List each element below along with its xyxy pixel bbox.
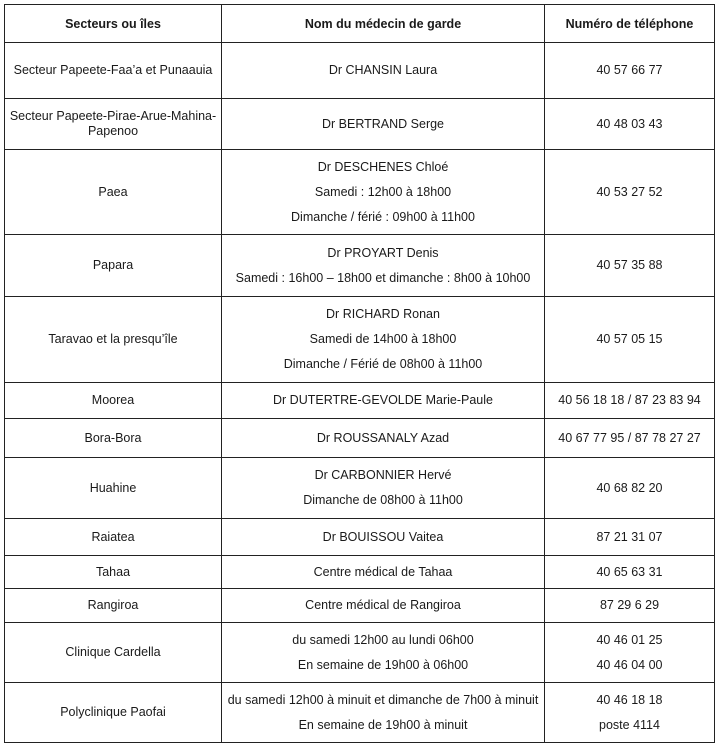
table-row (5, 383, 715, 419)
secteur-cell (5, 383, 222, 419)
medecin-cell-line: Dr BOUISSOU Vaitea (322, 529, 444, 544)
secteur-cell-line: Tahaa (95, 564, 131, 579)
secteur-cell (5, 556, 222, 589)
table-row (5, 589, 715, 623)
medecin-cell-line: En semaine de 19h00 à 06h00 (297, 657, 469, 672)
telephone-cell (545, 589, 715, 623)
telephone-cell-line: poste 4114 (599, 717, 660, 732)
telephone-cell-line: 87 29 6 29 (599, 598, 660, 612)
medecin-cell-line: Dr BERTRAND Serge (321, 116, 445, 131)
telephone-cell (545, 43, 715, 99)
secteur-cell (5, 297, 222, 383)
medecin-cell (222, 43, 545, 99)
table-row (5, 458, 715, 519)
telephone-cell (545, 419, 715, 458)
telephone-cell (545, 150, 715, 235)
medecin-cell-line: du samedi 12h00 à minuit et dimanche de 7h00 à minuit (227, 692, 539, 707)
telephone-cell (545, 623, 715, 683)
medecin-cell (222, 235, 545, 297)
secteur-cell (5, 99, 222, 150)
table-row (5, 519, 715, 556)
telephone-cell-line: 40 57 35 88 (596, 258, 663, 272)
medecin-cell (222, 683, 545, 743)
telephone-cell (545, 683, 715, 743)
table-row (5, 683, 715, 743)
telephone-cell (545, 458, 715, 519)
telephone-cell (545, 297, 715, 383)
medecin-cell-line: Dr CARBONNIER Hervé (314, 468, 452, 482)
medecin-cell-line: Samedi de 14h00 à 18h00 (309, 332, 457, 346)
medecin-cell (222, 419, 545, 458)
medecin-cell (222, 150, 545, 235)
medecin-cell-line: Dr DUTERTRE-GEVOLDE Marie-Paule (273, 393, 493, 407)
medecin-cell-line: Samedi : 16h00 – 18h00 et dimanche : 8h00 à 10h00 (235, 270, 531, 285)
secteur-cell-line: Secteur Papeete-Faa’a et Punaauia (13, 63, 213, 77)
secteur-cell-line: Raiatea (91, 529, 135, 544)
secteur-cell (5, 458, 222, 519)
telephone-cell-line: 40 46 04 00 (596, 657, 663, 672)
medecin-cell (222, 99, 545, 150)
secteur-cell-line: Bora-Bora (84, 430, 142, 445)
secteur-cell-line: Papara (92, 258, 134, 272)
secteur-cell (5, 419, 222, 458)
medecin-cell-line: En semaine de 19h00 à minuit (298, 717, 468, 732)
telephone-cell (545, 383, 715, 419)
secteur-cell (5, 43, 222, 99)
table-body (5, 43, 715, 743)
secteur-cell-line: Rangiroa (87, 598, 139, 612)
medecin-cell-line: Dimanche de 08h00 à 11h00 (303, 493, 463, 507)
medecin-cell-line: Dr CHANSIN Laura (328, 63, 438, 77)
telephone-cell-line: 40 46 01 25 (596, 632, 663, 647)
medecin-cell-line: du samedi 12h00 au lundi 06h00 (292, 632, 474, 647)
secteur-cell (5, 589, 222, 623)
medecin-cell-line: Centre médical de Tahaa (313, 564, 453, 579)
telephone-cell (545, 235, 715, 297)
table-row (5, 419, 715, 458)
table-row (5, 43, 715, 99)
table-row (5, 623, 715, 683)
telephone-cell (545, 556, 715, 589)
telephone-cell-line: 40 53 27 52 (596, 184, 663, 199)
secteur-cell-line: Clinique Cardella (65, 645, 161, 659)
secteur-cell (5, 683, 222, 743)
secteur-cell (5, 150, 222, 235)
secteur-cell-line: Moorea (91, 393, 135, 407)
secteur-cell-line: Polyclinique Paofai (60, 705, 166, 719)
telephone-cell-line: 40 57 66 77 (596, 63, 663, 77)
table-header-row (5, 5, 715, 43)
medecin-cell (222, 297, 545, 383)
secteur-cell-line: Huahine (89, 480, 137, 495)
table-row (5, 297, 715, 383)
telephone-cell-line: 40 56 18 18 / 87 23 83 94 (558, 393, 701, 407)
medecin-cell-line: Dimanche / férié : 09h00 à 11h00 (291, 209, 475, 224)
secteur-cell-line: Taravao et la presqu’île (48, 332, 178, 346)
medecin-cell-line: Centre médical de Rangiroa (305, 598, 461, 612)
table-row (5, 235, 715, 297)
table-row (5, 556, 715, 589)
medecins-de-garde-table (4, 4, 715, 743)
telephone-cell-line: 40 46 18 18 (596, 692, 663, 707)
telephone-cell-line: 40 48 03 43 (596, 116, 663, 131)
telephone-cell-line: 40 68 82 20 (596, 480, 663, 495)
secteur-cell-line: Paea (98, 184, 128, 199)
medecin-cell (222, 383, 545, 419)
medecin-cell-line: Dr PROYART Denis (327, 245, 439, 260)
medecin-cell (222, 556, 545, 589)
telephone-cell-line: 40 57 05 15 (596, 332, 663, 346)
medecin-cell (222, 623, 545, 683)
secteur-cell-line: Papenoo (87, 124, 139, 138)
medecin-cell (222, 519, 545, 556)
medecin-cell-line: Dr ROUSSANALY Azad (316, 430, 450, 445)
telephone-cell-line: 87 21 31 07 (596, 529, 663, 544)
table-row (5, 150, 715, 235)
medecin-cell-line: Dimanche / Férié de 08h00 à 11h00 (283, 357, 483, 371)
secteur-cell (5, 623, 222, 683)
header-secteur: Secteurs ou îles (5, 5, 222, 43)
telephone-cell (545, 519, 715, 556)
secteur-cell (5, 235, 222, 297)
header-medecin: Nom du médecin de garde (222, 5, 545, 43)
medecin-cell-line: Dr DESCHENES Chloé (317, 159, 449, 174)
telephone-cell-line: 40 65 63 31 (596, 564, 663, 579)
medecin-cell-line: Dr RICHARD Ronan (326, 307, 440, 321)
secteur-cell-line: Secteur Papeete-Pirae-Arue-Mahina- (9, 109, 217, 123)
medecin-cell (222, 589, 545, 623)
medecin-cell (222, 458, 545, 519)
medecin-cell-line: Samedi : 12h00 à 18h00 (314, 184, 452, 199)
table-row (5, 99, 715, 150)
telephone-cell-line: 40 67 77 95 / 87 78 27 27 (558, 430, 701, 445)
header-telephone: Numéro de téléphone (545, 5, 715, 43)
telephone-cell (545, 99, 715, 150)
secteur-cell (5, 519, 222, 556)
